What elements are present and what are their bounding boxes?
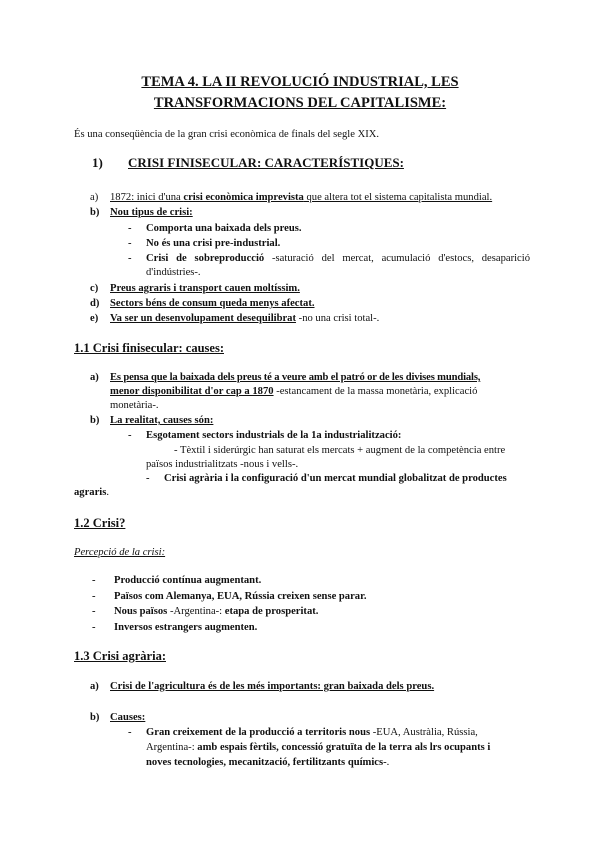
list-marker: b) xyxy=(90,207,100,218)
dash-marker: - xyxy=(128,430,132,441)
bullet-text: Producció contínua augmentant. xyxy=(114,575,262,586)
text-span: -Argentina-: xyxy=(167,606,225,617)
text-span: -saturació del mercat, acumulació d'estocs, desaparició xyxy=(264,253,531,264)
list-text-line-2 xyxy=(110,385,530,399)
list-text: Causes: xyxy=(110,712,146,723)
section-1-2-heading: 1.2 Crisi? xyxy=(74,516,126,530)
text-span: -estancament de la massa monetària, explicació xyxy=(273,386,478,397)
list-text: Preus agraris i transport cauen moltíssim. xyxy=(110,283,300,294)
list-text xyxy=(110,312,530,326)
text-span-bold: menor disponibilitat d'or cap a 1870 xyxy=(110,386,274,397)
list-text xyxy=(110,191,530,205)
text-span-bold: noves tecnologies, mecanització, fertilitzants químics- xyxy=(146,757,387,768)
list-text: Sectors béns de consum queda menys afectat. xyxy=(110,298,315,309)
text-span-bold: Gran creixement de la producció a territoris nous xyxy=(146,727,371,738)
dash-marker: - xyxy=(92,591,96,602)
text-span-bold: Nous països xyxy=(114,606,168,617)
perception-subtitle: Percepció de la crisi: xyxy=(74,547,166,558)
text-span: . xyxy=(386,757,390,768)
title-line-2: TRANSFORMACIONS DEL CAPITALISME: xyxy=(153,95,447,112)
text-span-bold: agraris xyxy=(74,487,107,498)
title-line-1: TEMA 4. LA II REVOLUCIÓ INDUSTRIAL, LES xyxy=(141,74,459,90)
document-title xyxy=(100,72,500,114)
list-marker: b) xyxy=(90,415,100,426)
intro-paragraph: És una conseqüència de la gran crisi econòmica de finals del segle XIX. xyxy=(74,129,380,140)
text-span-bold: Crisi de sobreproducció xyxy=(146,253,265,264)
text-span: -no una crisi total-. xyxy=(296,313,380,324)
dash-marker: - xyxy=(92,575,96,586)
dash-marker: - xyxy=(128,223,132,234)
text-span: . xyxy=(106,487,110,498)
sub-item-text xyxy=(146,252,530,266)
section-1-1-heading: 1.1 Crisi finisecular: causes: xyxy=(74,341,224,355)
dash-marker: - xyxy=(92,606,96,617)
text-span-bold: etapa de prosperitat. xyxy=(224,606,319,617)
section-1-3-heading: 1.3 Crisi agrària: xyxy=(74,649,166,663)
sub-item-text xyxy=(146,726,530,740)
text-span-bold: Va ser un desenvolupament desequilibrat xyxy=(110,313,297,324)
dash-marker: - xyxy=(128,238,132,249)
text-span-bold: amb espais fèrtils, concessió gratuïta de la terra als lrs ocupants i xyxy=(197,742,491,753)
detail-line-1: - Tèxtil i siderúrgic han saturat els mercats + augment de la competència entre xyxy=(174,445,506,456)
list-text: La realitat, causes són: xyxy=(110,415,214,426)
section-1-title: CRISI FINISECULAR: CARACTERÍSTIQUES: xyxy=(128,155,404,170)
bullet-text xyxy=(114,605,318,619)
sub-item-1-line-3 xyxy=(146,756,389,770)
sub-item-text: No és una crisi pre-industrial. xyxy=(146,238,281,249)
sub-item-text: Crisi agrària i la configuració d'un mercat mundial globalitzat de productes xyxy=(164,473,507,484)
dash-marker: - xyxy=(128,727,132,738)
sub-item-1-line-2 xyxy=(146,741,490,755)
dash-marker: - xyxy=(128,253,132,264)
text-span: 1872: inici d'una xyxy=(110,192,184,203)
sub-item-3-continuation: d'indústries-. xyxy=(146,267,201,278)
dash-marker: - xyxy=(92,622,96,633)
detail-line-2: països industrialitzats -nous i vells-. xyxy=(146,459,299,470)
list-marker: e) xyxy=(90,313,99,324)
list-text-line-3: monetària-. xyxy=(110,400,159,411)
section-1-number: 1) xyxy=(92,155,103,170)
list-marker: d) xyxy=(90,298,100,309)
list-marker: b) xyxy=(90,712,100,723)
text-span: Argentina-: xyxy=(146,742,198,753)
sub-item-text: Comporta una baixada dels preus. xyxy=(146,223,302,234)
bullet-text: Països com Alemanya, EUA, Rússia creixen sense parar. xyxy=(114,591,367,602)
text-span: -EUA, Austràlia, Rússia, xyxy=(370,727,478,738)
list-text: Crisi de l'agricultura és de les més importants: gran baixada dels preus. xyxy=(110,681,435,692)
dash-marker: - xyxy=(146,473,150,484)
sub-item-text: Esgotament sectors industrials de la 1a industrialització: xyxy=(146,430,402,441)
list-text: Nou tipus de crisi: xyxy=(110,207,193,218)
sub-item-2-continuation xyxy=(74,486,109,500)
text-span-bold: crisi econòmica imprevista xyxy=(183,192,304,203)
list-marker: a) xyxy=(90,372,99,383)
list-marker: a) xyxy=(90,192,99,203)
bullet-text: Inversos estrangers augmenten. xyxy=(114,622,258,633)
list-text-line-1: Es pensa que la baixada dels preus té a veure amb el patró or de les divises mundials, xyxy=(110,372,481,383)
text-span: que altera tot el sistema capitalista mundial. xyxy=(303,192,493,203)
list-marker: c) xyxy=(90,283,99,294)
list-marker: a) xyxy=(90,681,99,692)
